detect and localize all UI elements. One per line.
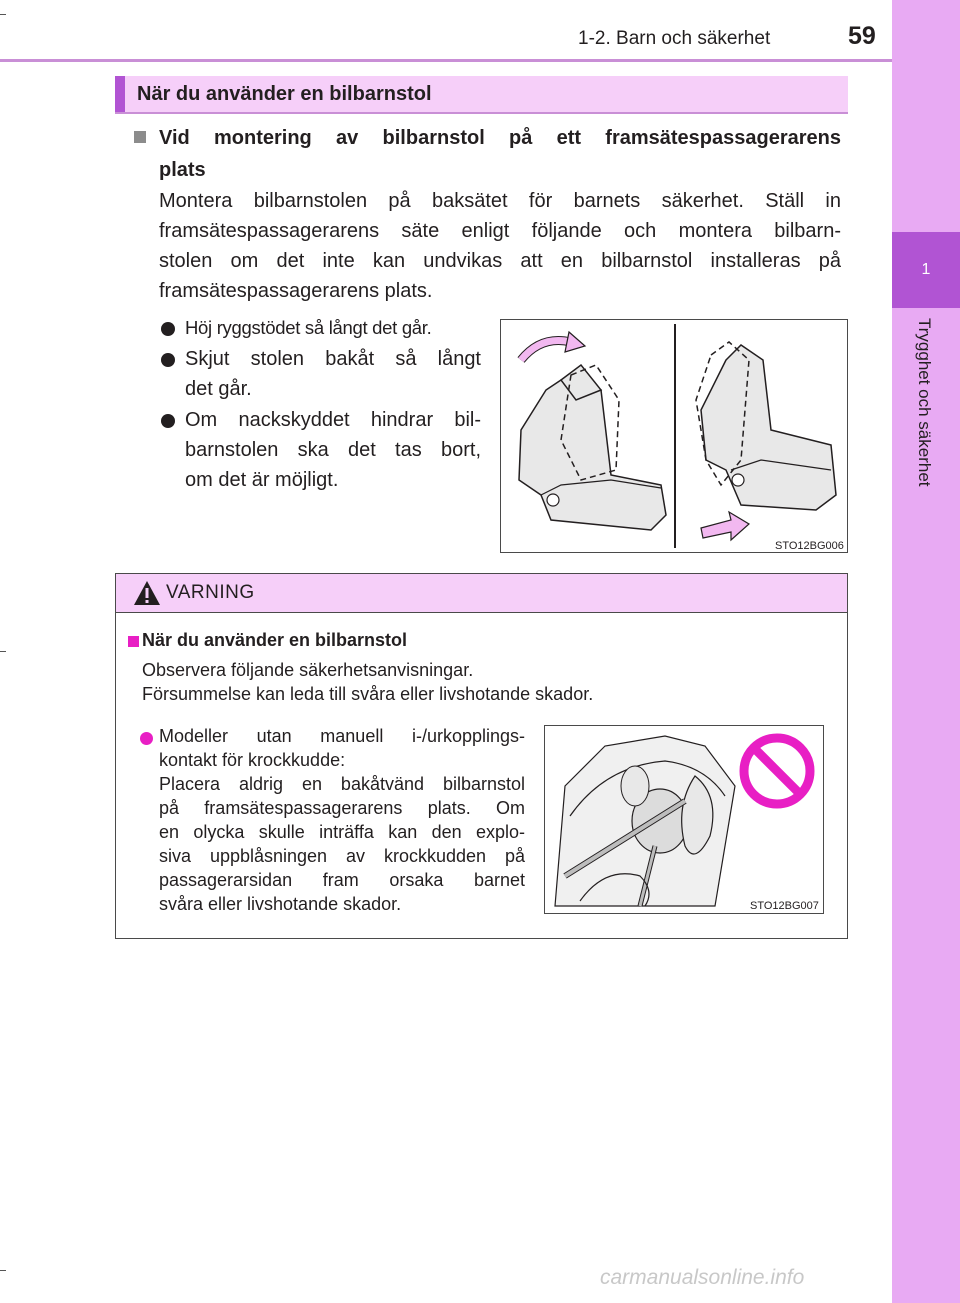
chapter-side-tab bbox=[892, 0, 960, 1303]
header-section-title: 1-2. Barn och säkerhet bbox=[578, 28, 771, 49]
footer-watermark: carmanualsonline.info bbox=[600, 1266, 805, 1289]
bullet-dot-icon bbox=[161, 353, 175, 367]
body-line: framsätespassagerarens säte enligt följande och montera bilbarn- bbox=[159, 220, 841, 242]
airbag-child-seat-illustration bbox=[544, 725, 824, 914]
heading-square-icon bbox=[134, 131, 146, 143]
bullet-text: Höj ryggstödet så långt det går. bbox=[185, 317, 432, 338]
seat-adjust-illustration bbox=[500, 319, 848, 553]
warning-label: VARNING bbox=[166, 582, 255, 603]
warning-heading: När du använder en bilbarnstol bbox=[142, 630, 408, 650]
body-line: framsätespassagerarens plats. bbox=[159, 280, 433, 302]
figure-code: STO12BG006 bbox=[775, 540, 844, 552]
warning-bullet-line: svåra eller livshotande skador. bbox=[159, 894, 402, 914]
subsection-heading: Vid montering av bilbarnstol på ett framsätespassagerarens bbox=[159, 127, 841, 149]
chapter-number: 1 bbox=[892, 232, 960, 308]
bullet-text: Om nackskyddet hindrar bil- bbox=[185, 409, 481, 431]
body-line: stolen om det inte kan undvikas att en bilbarnstol installeras på bbox=[159, 250, 841, 272]
figure-code: STO12BG007 bbox=[750, 900, 819, 912]
crop-mark bbox=[0, 651, 6, 652]
warning-triangle-icon bbox=[132, 579, 162, 607]
warning-intro-line: Observera följande säkerhetsanvisningar. bbox=[142, 660, 474, 680]
header-rule bbox=[0, 59, 892, 62]
warning-bullet-line: Modeller utan manuell i-/urkopplings- bbox=[159, 726, 525, 746]
bullet-text: det går. bbox=[185, 378, 252, 400]
body-line: Montera bilbarnstolen på baksätet för barnets säkerhet. Ställ in bbox=[159, 190, 841, 212]
seat-drawing bbox=[501, 320, 847, 552]
warning-bullet-line: siva uppblåsningen av krockkudden på bbox=[159, 846, 525, 866]
bullet-text: Skjut stolen bakåt så långt bbox=[185, 348, 481, 370]
warning-bullet-line: på framsätespassagerarens plats. Om bbox=[159, 798, 525, 818]
crop-mark bbox=[0, 14, 6, 15]
bullet-text: om det är möjligt. bbox=[185, 469, 339, 491]
warning-bullet-line: Placera aldrig en bakåtvänd bilbarnstol bbox=[159, 774, 525, 794]
crop-mark bbox=[0, 1270, 6, 1271]
warning-heading-square-icon bbox=[128, 636, 139, 647]
bullet-dot-icon bbox=[161, 414, 175, 428]
section-title-bar bbox=[115, 76, 848, 112]
page-number: 59 bbox=[848, 22, 876, 50]
warning-header bbox=[116, 574, 847, 613]
warning-intro-line: Försummelse kan leda till svåra eller livshotande skador. bbox=[142, 684, 594, 704]
bullet-text: barnstolen ska det tas bort, bbox=[185, 439, 481, 461]
chapter-label: Trygghet och säkerhet bbox=[915, 318, 934, 487]
bullet-dot-icon bbox=[161, 322, 175, 336]
warning-bullet-line: en olycka skulle inträffa kan den explo- bbox=[159, 822, 525, 842]
warning-bullet-dot-icon bbox=[140, 732, 153, 745]
warning-bullet-line: kontakt för krockkudde: bbox=[159, 750, 346, 770]
section-title: När du använder en bilbarnstol bbox=[137, 83, 432, 105]
subsection-heading-cont: plats bbox=[159, 159, 206, 181]
section-title-underline bbox=[115, 112, 848, 114]
warning-bullet-line: passagerarsidan fram orsaka barnet bbox=[159, 870, 525, 890]
airbag-drawing bbox=[545, 726, 823, 913]
